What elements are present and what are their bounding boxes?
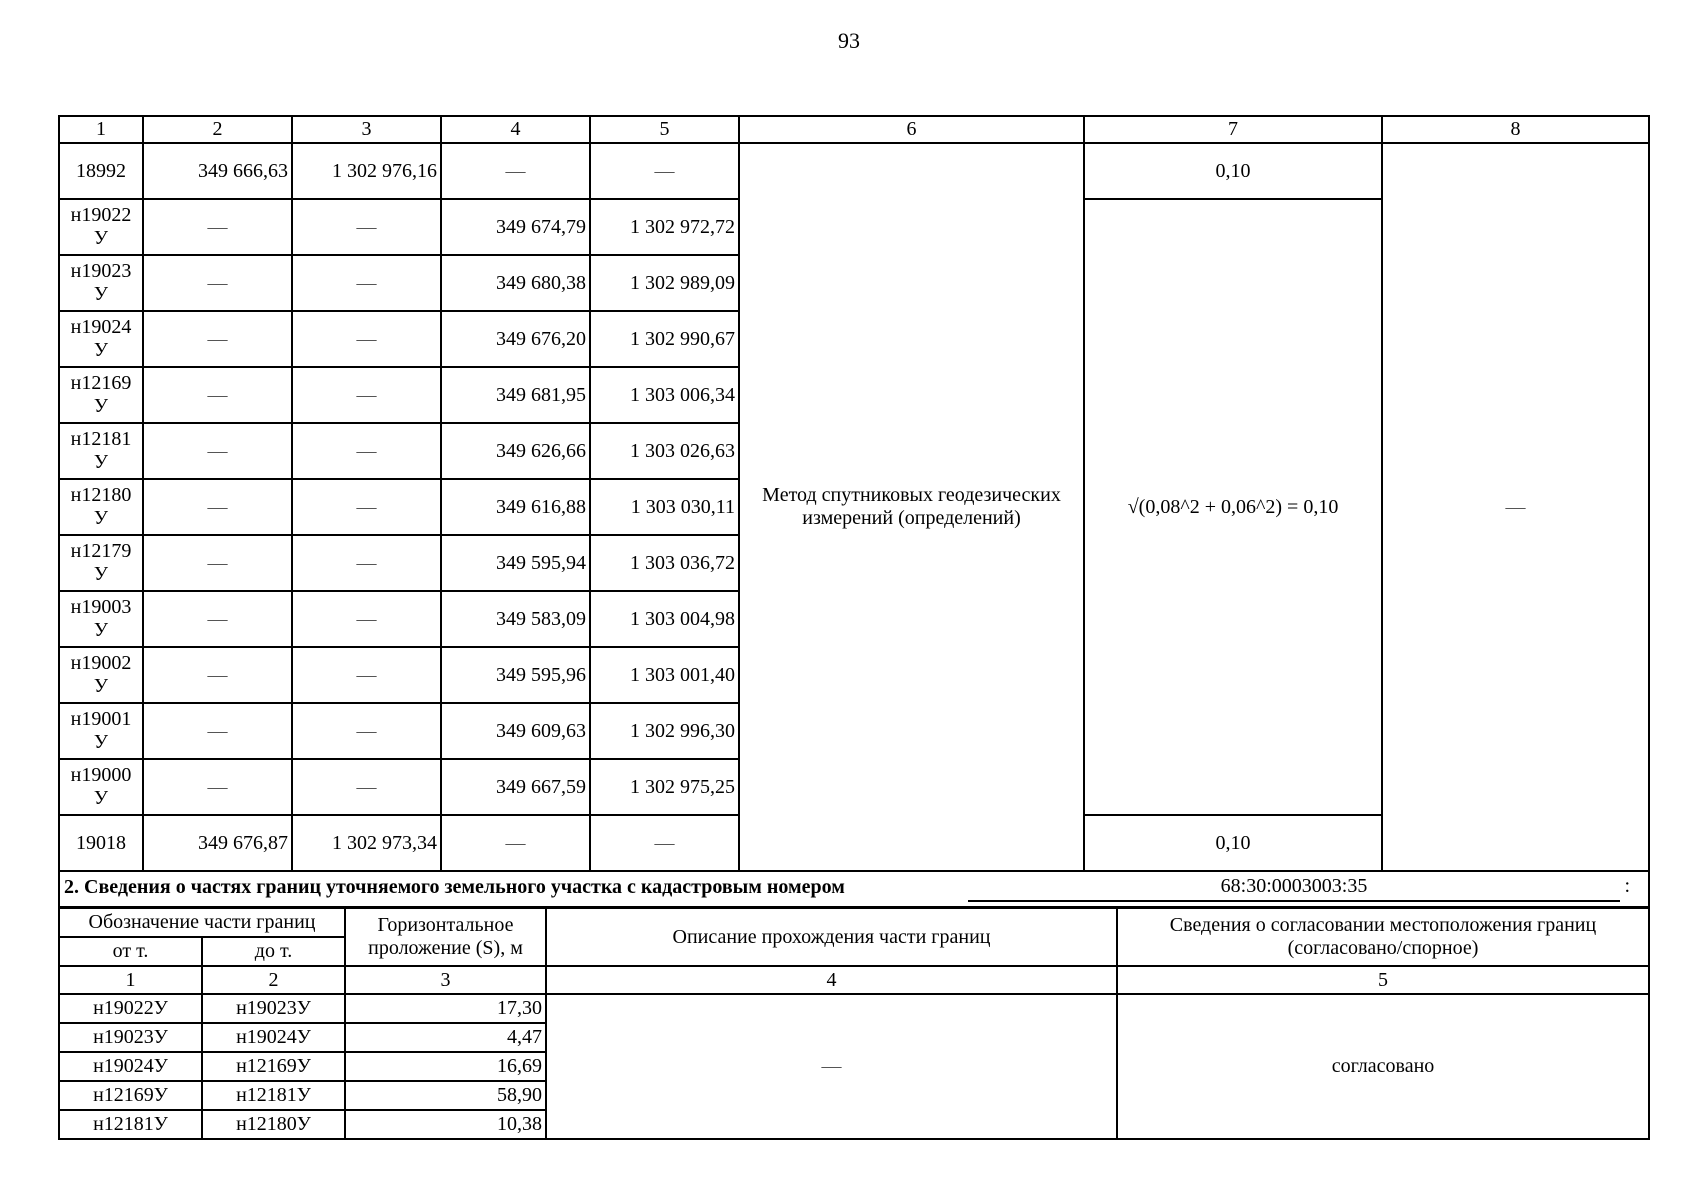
part-length: 58,90 [345, 1081, 546, 1110]
coord-x-new: — [441, 815, 590, 871]
point-label: н12181 У [59, 423, 143, 479]
coord-y-new: 1 302 989,09 [590, 255, 739, 311]
point-label: н19002 У [59, 647, 143, 703]
part-description: — [546, 994, 1117, 1139]
part-from: н19023У [59, 1023, 202, 1052]
coord-y-existing: — [292, 591, 441, 647]
coord-x-new: 349 674,79 [441, 199, 590, 255]
part-length: 16,69 [345, 1052, 546, 1081]
column-number: 3 [292, 116, 441, 143]
coord-y-existing: — [292, 423, 441, 479]
coord-y-existing: 1 302 973,34 [292, 815, 441, 871]
coord-y-new: 1 303 001,40 [590, 647, 739, 703]
col8-cell: — [1382, 143, 1649, 871]
coord-y-new: — [590, 815, 739, 871]
coord-y-existing: — [292, 199, 441, 255]
coord-x-new: 349 609,63 [441, 703, 590, 759]
point-label: н12180 У [59, 479, 143, 535]
page-number: 93 [838, 28, 860, 53]
coord-y-new: 1 303 006,34 [590, 367, 739, 423]
point-label: н19000 У [59, 759, 143, 815]
coord-x-new: 349 681,95 [441, 367, 590, 423]
column-number: 5 [590, 116, 739, 143]
cadastral-number: 68:30:0003003:35 [968, 875, 1620, 902]
column-number: 5 [1117, 966, 1649, 994]
coord-y-new: 1 302 972,72 [590, 199, 739, 255]
coord-y-new: 1 303 026,63 [590, 423, 739, 479]
part-to: н12169У [202, 1052, 345, 1081]
coord-y-existing: 1 302 976,16 [292, 143, 441, 199]
method-cell: Метод спутниковых геодезических измерений (определений) [739, 143, 1084, 871]
column-number: 2 [202, 966, 345, 994]
section-2-header-row [59, 871, 1649, 907]
coord-x-existing: — [143, 423, 292, 479]
coord-x-new: 349 616,88 [441, 479, 590, 535]
coord-x-new: 349 595,96 [441, 647, 590, 703]
description-header: Описание прохождения части границ [546, 908, 1117, 966]
part-from: н19022У [59, 994, 202, 1023]
point-label: н19022 У [59, 199, 143, 255]
column-number: 7 [1084, 116, 1382, 143]
column-number: 2 [143, 116, 292, 143]
coord-y-new: 1 302 990,67 [590, 311, 739, 367]
column-number-row [59, 116, 1649, 143]
column-number: 4 [441, 116, 590, 143]
accuracy-last: 0,10 [1084, 815, 1382, 871]
parts-header-row [59, 908, 1649, 937]
point-label: н19023 У [59, 255, 143, 311]
coord-y-existing: — [292, 647, 441, 703]
accuracy-first: 0,10 [1084, 143, 1382, 199]
point-label: н19001 У [59, 703, 143, 759]
parts-column-number-row [59, 966, 1649, 994]
to-header: до т. [202, 937, 345, 966]
coord-x-new: 349 583,09 [441, 591, 590, 647]
coord-y-new: 1 303 004,98 [590, 591, 739, 647]
part-agreement: согласовано [1117, 994, 1649, 1139]
coord-x-existing: — [143, 311, 292, 367]
column-number: 1 [59, 116, 143, 143]
point-label: 18992 [59, 143, 143, 199]
coord-x-existing: — [143, 703, 292, 759]
point-label: н19003 У [59, 591, 143, 647]
coord-y-existing: — [292, 255, 441, 311]
section-2-title: 2. Сведения о частях границ уточняемого земельного участка с кадастровым номером [64, 876, 845, 898]
part-from: н12169У [59, 1081, 202, 1110]
coord-y-new: 1 302 975,25 [590, 759, 739, 815]
coord-y-existing: — [292, 759, 441, 815]
coord-y-existing: — [292, 479, 441, 535]
column-number: 8 [1382, 116, 1649, 143]
accuracy-formula: √(0,08^2 + 0,06^2) = 0,10 [1084, 199, 1382, 815]
section-2-header [59, 871, 1649, 907]
table-row [59, 994, 1649, 1023]
agreement-header: Сведения о согласовании местоположения границ (согласовано/спорное) [1117, 908, 1649, 966]
coord-y-existing: — [292, 367, 441, 423]
part-to: н12181У [202, 1081, 345, 1110]
coord-x-existing: 349 666,63 [143, 143, 292, 199]
coord-y-existing: — [292, 703, 441, 759]
point-label: н12179 У [59, 535, 143, 591]
part-to: н12180У [202, 1110, 345, 1139]
boundary-parts-table [58, 907, 1650, 1140]
part-from: н12181У [59, 1110, 202, 1139]
column-number: 4 [546, 966, 1117, 994]
coord-x-new: 349 595,94 [441, 535, 590, 591]
coordinates-table [58, 115, 1650, 908]
column-number: 6 [739, 116, 1084, 143]
coord-x-existing: — [143, 647, 292, 703]
coord-x-new: 349 680,38 [441, 255, 590, 311]
coord-y-existing: — [292, 311, 441, 367]
point-label: 19018 [59, 815, 143, 871]
part-to: н19024У [202, 1023, 345, 1052]
part-from: н19024У [59, 1052, 202, 1081]
coord-x-new: — [441, 143, 590, 199]
coord-x-existing: — [143, 535, 292, 591]
designation-header: Обозначение части границ [59, 908, 345, 937]
coord-x-existing: — [143, 255, 292, 311]
coordinates-table-body [59, 116, 1649, 907]
part-length: 4,47 [345, 1023, 546, 1052]
coord-y-new: — [590, 143, 739, 199]
coord-x-existing: — [143, 199, 292, 255]
coord-x-existing: — [143, 759, 292, 815]
section-2-colon: : [1624, 875, 1630, 897]
column-number: 3 [345, 966, 546, 994]
coord-x-new: 349 626,66 [441, 423, 590, 479]
point-label: н12169 У [59, 367, 143, 423]
coord-x-existing: — [143, 591, 292, 647]
point-label: н19024 У [59, 311, 143, 367]
part-to: н19023У [202, 994, 345, 1023]
from-header: от т. [59, 937, 202, 966]
table-row [59, 143, 1649, 199]
coord-y-new: 1 303 030,11 [590, 479, 739, 535]
section-2-header-wrap [60, 872, 1648, 906]
part-length: 17,30 [345, 994, 546, 1023]
coord-x-existing: — [143, 367, 292, 423]
length-header: Горизонтальное проложение (S), м [345, 908, 546, 966]
coord-x-existing: — [143, 479, 292, 535]
part-length: 10,38 [345, 1110, 546, 1139]
coord-y-new: 1 302 996,30 [590, 703, 739, 759]
coord-x-existing: 349 676,87 [143, 815, 292, 871]
coord-y-new: 1 303 036,72 [590, 535, 739, 591]
coord-y-existing: — [292, 535, 441, 591]
coord-x-new: 349 667,59 [441, 759, 590, 815]
column-number: 1 [59, 966, 202, 994]
coord-x-new: 349 676,20 [441, 311, 590, 367]
